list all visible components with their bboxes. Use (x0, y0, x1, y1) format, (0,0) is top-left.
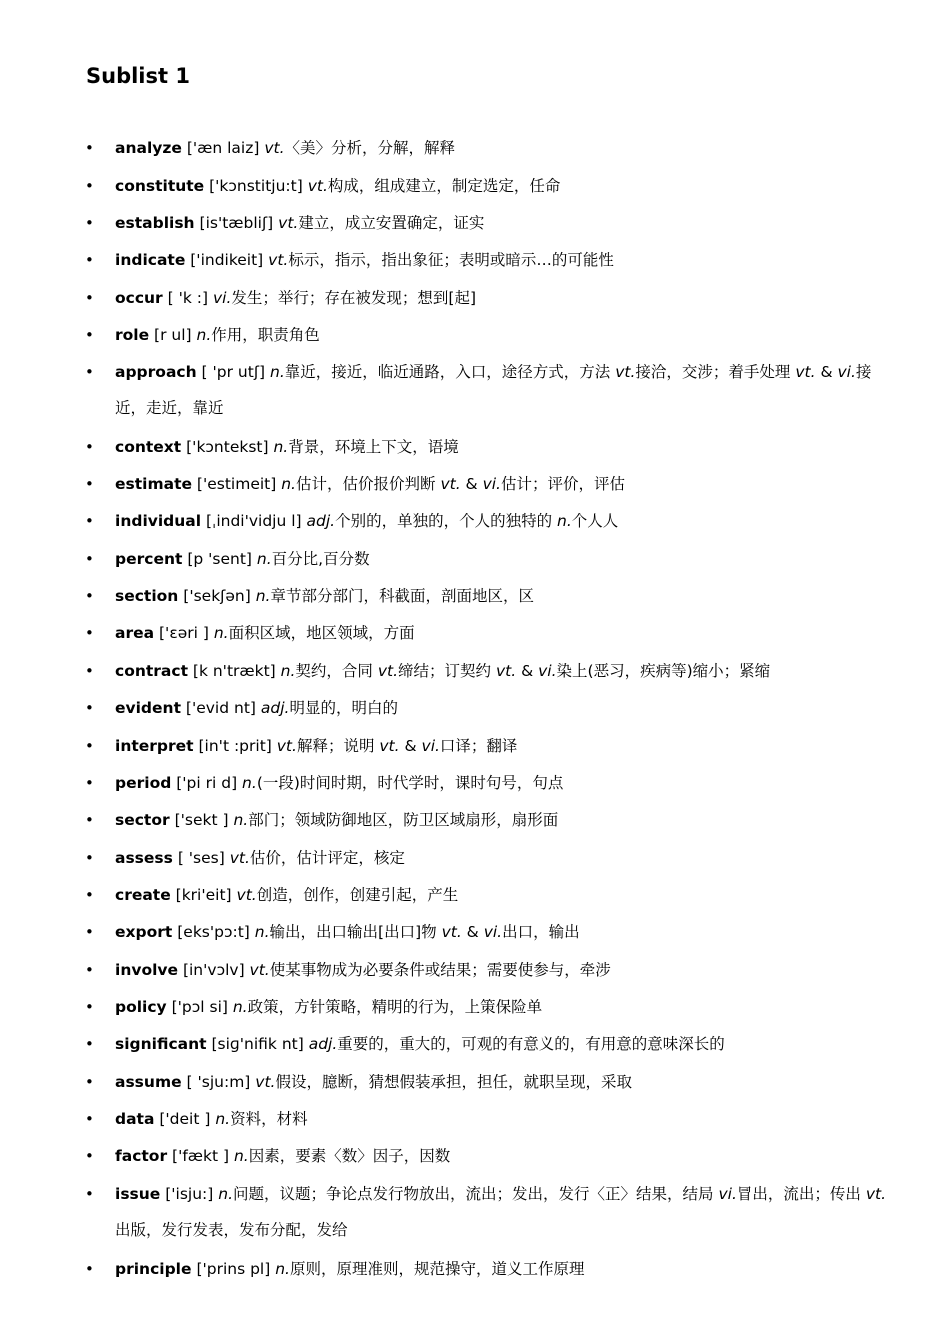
headword: period (115, 774, 172, 792)
part-of-speech: n. (270, 363, 285, 381)
part-of-speech: vi. (718, 1185, 737, 1203)
headword: significant (115, 1035, 207, 1053)
definition-text: ['ɛəri ] (154, 624, 214, 642)
headword: area (115, 624, 155, 642)
entry-text (115, 840, 900, 876)
definition-text: 出口，输出 (502, 923, 580, 941)
bullet-icon: • (85, 1185, 94, 1203)
part-of-speech: vi. (421, 737, 440, 755)
entry-text (115, 802, 900, 838)
headword: indicate (115, 251, 186, 269)
headword: percent (115, 550, 183, 568)
part-of-speech: n. (275, 1260, 290, 1278)
headword: interpret (115, 737, 194, 755)
definition-text: 重要的，重大的，可观的有意义的，有用意的意味深长的 (337, 1035, 725, 1053)
definition-text: 资料，材料 (230, 1110, 308, 1128)
bullet-icon: • (85, 774, 94, 792)
entry-text (115, 1101, 900, 1137)
definition-text: [in't :prit] (193, 737, 277, 755)
definition-text: 〈美〉分析，分解，解释 (284, 139, 456, 157)
part-of-speech: vt. (268, 251, 289, 269)
bullet-icon: • (85, 624, 94, 642)
definition-text: 缔结；订契约 (398, 662, 496, 680)
definition-text: 标示，指示，指出象征；表明或暗示…的可能性 (288, 251, 614, 269)
bullet-icon: • (85, 961, 94, 979)
definition-text: 接近，走近，靠近 (115, 363, 872, 417)
entry-text (115, 168, 900, 204)
part-of-speech: n. (254, 923, 270, 941)
entry-text (115, 728, 900, 764)
part-of-speech: vt. (379, 737, 400, 755)
definition-text: ['estimeit] (192, 475, 282, 493)
part-of-speech: vt. (441, 923, 462, 941)
entry-text (115, 1251, 900, 1287)
definition-text: [p 'sent] (182, 550, 257, 568)
definition-text: ['sekt ] (169, 811, 234, 829)
part-of-speech: n. (196, 326, 212, 344)
part-of-speech: n. (281, 475, 296, 493)
definition-text: 因素，要素〈数〉因子，因数 (248, 1147, 451, 1165)
definition-text: 输出，出口输出[出口]物 (269, 923, 442, 941)
part-of-speech: n. (255, 587, 271, 605)
part-of-speech: n. (213, 624, 229, 642)
definition-text: 估价，估计评定，核定 (249, 849, 405, 867)
part-of-speech: vi. (483, 923, 503, 941)
definition-text: 问题，议题；争论点发行物放出，流出；发出，发行〈正〉结果，结局 (233, 1185, 719, 1203)
bullet-icon: • (85, 1035, 94, 1053)
entry-text (115, 205, 900, 241)
definition-text: [siɡ'nifik nt] (206, 1035, 309, 1053)
part-of-speech: n. (557, 512, 572, 530)
definition-text: 发生；举行；存在被发现；想到[起] (231, 289, 476, 307)
headword: context (115, 438, 182, 456)
entry-text (115, 130, 900, 166)
definition-text: 百分比,百分数 (271, 550, 370, 568)
bullet-icon: • (85, 811, 94, 829)
definition-text: 构成，组成建立，制定选定，任命 (327, 177, 561, 195)
part-of-speech: vt. (495, 662, 517, 680)
definition-text: ['kɔntekst] (181, 438, 274, 456)
bullet-icon: • (85, 214, 94, 232)
part-of-speech: vt. (276, 737, 297, 755)
definition-text: 个别的，单独的，个人的独特的 (335, 512, 558, 530)
entry-text (115, 914, 900, 950)
part-of-speech: n. (233, 1147, 249, 1165)
headword: factor (115, 1147, 168, 1165)
entry-text (115, 541, 900, 577)
definition-text: 契约，合同 (295, 662, 378, 680)
entry-text (115, 578, 900, 614)
definition-text: ['sekʃən] (178, 587, 256, 605)
headword: create (115, 886, 171, 904)
definition-text: 假设，臆断，猜想假装承担，担任，就职呈现，采取 (275, 1073, 632, 1091)
part-of-speech: n. (273, 438, 289, 456)
definition-text: ['isju:] (160, 1185, 219, 1203)
bullet-icon: • (85, 998, 94, 1016)
definition-text: 作用，职责角色 (211, 326, 320, 344)
headword: role (115, 326, 150, 344)
headword: occur (115, 289, 163, 307)
page-title: Sublist 1 (86, 64, 190, 88)
definition-text: ['deit ] (154, 1110, 216, 1128)
headword: establish (115, 214, 195, 232)
part-of-speech: vt. (377, 662, 399, 680)
definition-text: & (815, 363, 838, 381)
bullet-icon: • (85, 251, 94, 269)
definition-text: ['pɔl si] (166, 998, 233, 1016)
part-of-speech: n. (232, 998, 248, 1016)
part-of-speech: vt. (440, 475, 461, 493)
part-of-speech: n. (233, 811, 249, 829)
bullet-icon: • (85, 326, 94, 344)
bullet-icon: • (85, 587, 94, 605)
headword: principle (115, 1260, 192, 1278)
part-of-speech: n. (218, 1185, 234, 1203)
definition-text: & (516, 662, 539, 680)
entry-text (115, 354, 900, 426)
definition-text: ['evid nt] (180, 699, 261, 717)
definition-text: [r ul] (149, 326, 197, 344)
headword: constitute (115, 177, 205, 195)
definition-text: 部门；领域防御地区，防卫区域扇形，扇形面 (248, 811, 559, 829)
definition-text: [kri'eit] (170, 886, 237, 904)
part-of-speech: vt. (615, 363, 636, 381)
headword: individual (115, 512, 202, 530)
bullet-icon: • (85, 177, 94, 195)
headword: evident (115, 699, 181, 717)
entry-text (115, 317, 900, 353)
part-of-speech: vi. (538, 662, 557, 680)
entry-text (115, 429, 900, 465)
definition-text: 明显的，明白的 (289, 699, 398, 717)
definition-text: 建立，成立安置确定，证实 (298, 214, 485, 232)
definition-text: ['fækt ] (167, 1147, 234, 1165)
definition-text: 个人人 (571, 512, 619, 530)
entry-text (115, 690, 900, 726)
definition-text: [ 'k :] (162, 289, 213, 307)
definition-text: (一段)时间时期，时代学时，课时句号，句点 (256, 774, 564, 792)
part-of-speech: vi. (482, 475, 501, 493)
entry-text (115, 989, 900, 1025)
bullet-icon: • (85, 1260, 94, 1278)
definition-text: 估计，估价报价判断 (296, 475, 441, 493)
definition-text: ['æn laiz] (181, 139, 265, 157)
definition-text: 原则，原理准则，规范操守，道义工作原理 (289, 1260, 585, 1278)
bullet-icon: • (85, 363, 94, 381)
part-of-speech: vt. (229, 849, 250, 867)
entry-text (115, 242, 900, 278)
headword: section (115, 587, 179, 605)
definition-text: [ 'ses] (172, 849, 230, 867)
definition-text: 章节部分部门，科截面，剖面地区，区 (270, 587, 534, 605)
entry-text (115, 765, 900, 801)
definition-text: 估计；评价，评估 (500, 475, 625, 493)
headword: assume (115, 1073, 182, 1091)
part-of-speech: vt. (865, 1185, 886, 1203)
entry-text (115, 1176, 900, 1248)
definition-text: [is'tæbliʃ] (194, 214, 279, 232)
bullet-icon: • (85, 1110, 94, 1128)
part-of-speech: n. (256, 550, 272, 568)
definition-text: [ 'sju:m] (181, 1073, 256, 1091)
bullet-icon: • (85, 849, 94, 867)
entry-text (115, 466, 900, 502)
part-of-speech: vt. (278, 214, 299, 232)
part-of-speech: adj. (308, 1035, 338, 1053)
headword: analyze (115, 139, 182, 157)
definition-text: 政策，方针策略，精明的行为，上策保险单 (247, 998, 543, 1016)
bullet-icon: • (85, 475, 94, 493)
bullet-icon: • (85, 737, 94, 755)
headword: assess (115, 849, 173, 867)
headword: approach (115, 363, 197, 381)
part-of-speech: vt. (307, 177, 328, 195)
entry-text (115, 1026, 900, 1062)
definition-text: [in'vɔlv] (178, 961, 250, 979)
definition-text: 创造，创作，创建引起，产生 (256, 886, 459, 904)
part-of-speech: adj. (260, 699, 290, 717)
bullet-icon: • (85, 550, 94, 568)
definition-text: [k n'trækt] (187, 662, 281, 680)
headword: involve (115, 961, 179, 979)
part-of-speech: vi. (837, 363, 856, 381)
definition-text: ['pi ri d] (171, 774, 243, 792)
definition-text: ['kɔnstitju:t] (204, 177, 308, 195)
part-of-speech: vt. (264, 139, 285, 157)
headword: estimate (115, 475, 192, 493)
definition-text: 解释；说明 (296, 737, 380, 755)
headword: data (115, 1110, 155, 1128)
definition-text: 接洽，交涉；着手处理 (635, 363, 796, 381)
bullet-icon: • (85, 662, 94, 680)
definition-text: 背景，环境上下文，语境 (288, 438, 459, 456)
bullet-icon: • (85, 438, 94, 456)
entry-text (115, 1064, 900, 1100)
definition-text: 口译；翻译 (439, 737, 518, 755)
definition-text: 出版，发行发表，发布分配，发给 (115, 1221, 348, 1239)
entry-text (115, 1138, 900, 1174)
entry-text (115, 952, 900, 988)
entry-text (115, 615, 900, 651)
entry-text (115, 280, 900, 316)
definition-text: [eks'pɔ:t] (172, 923, 255, 941)
definition-text: 使某事物成为必要条件或结果；需要使参与，牵涉 (269, 961, 611, 979)
bullet-icon: • (85, 512, 94, 530)
definition-text: 靠近，接近，临近通路，入口，途径方式，方法 (284, 363, 616, 381)
definition-text: & (461, 923, 484, 941)
definition-text: & (460, 475, 483, 493)
definition-text: ['indikeit] (185, 251, 269, 269)
bullet-icon: • (85, 1147, 94, 1165)
part-of-speech: vt. (795, 363, 816, 381)
entry-text (115, 877, 900, 913)
definition-text: 冒出，流出；传出 (736, 1185, 866, 1203)
part-of-speech: vt. (236, 886, 257, 904)
part-of-speech: n. (242, 774, 257, 792)
bullet-icon: • (85, 1073, 94, 1091)
bullet-icon: • (85, 139, 94, 157)
part-of-speech: adj. (306, 512, 336, 530)
headword: policy (115, 998, 167, 1016)
definition-text: [ˌindi'vidju l] (201, 512, 307, 530)
bullet-icon: • (85, 289, 94, 307)
entry-text (115, 653, 900, 689)
headword: sector (115, 811, 170, 829)
headword: issue (115, 1185, 161, 1203)
part-of-speech: vi. (212, 289, 232, 307)
headword: export (115, 923, 173, 941)
part-of-speech: vt. (255, 1073, 276, 1091)
definition-text: 面积区域，地区领域，方面 (228, 624, 415, 642)
definition-text: [ 'pr utʃ] (196, 363, 271, 381)
bullet-icon: • (85, 923, 94, 941)
part-of-speech: vt. (249, 961, 270, 979)
bullet-icon: • (85, 886, 94, 904)
definition-text: ['prins pl] (191, 1260, 276, 1278)
headword: contract (115, 662, 188, 680)
definition-text: 染上(恶习，疾病等)缩小；紧缩 (556, 662, 771, 680)
part-of-speech: n. (280, 662, 296, 680)
definition-text: & (399, 737, 422, 755)
part-of-speech: n. (215, 1110, 231, 1128)
bullet-icon: • (85, 699, 94, 717)
entry-text (115, 503, 900, 539)
